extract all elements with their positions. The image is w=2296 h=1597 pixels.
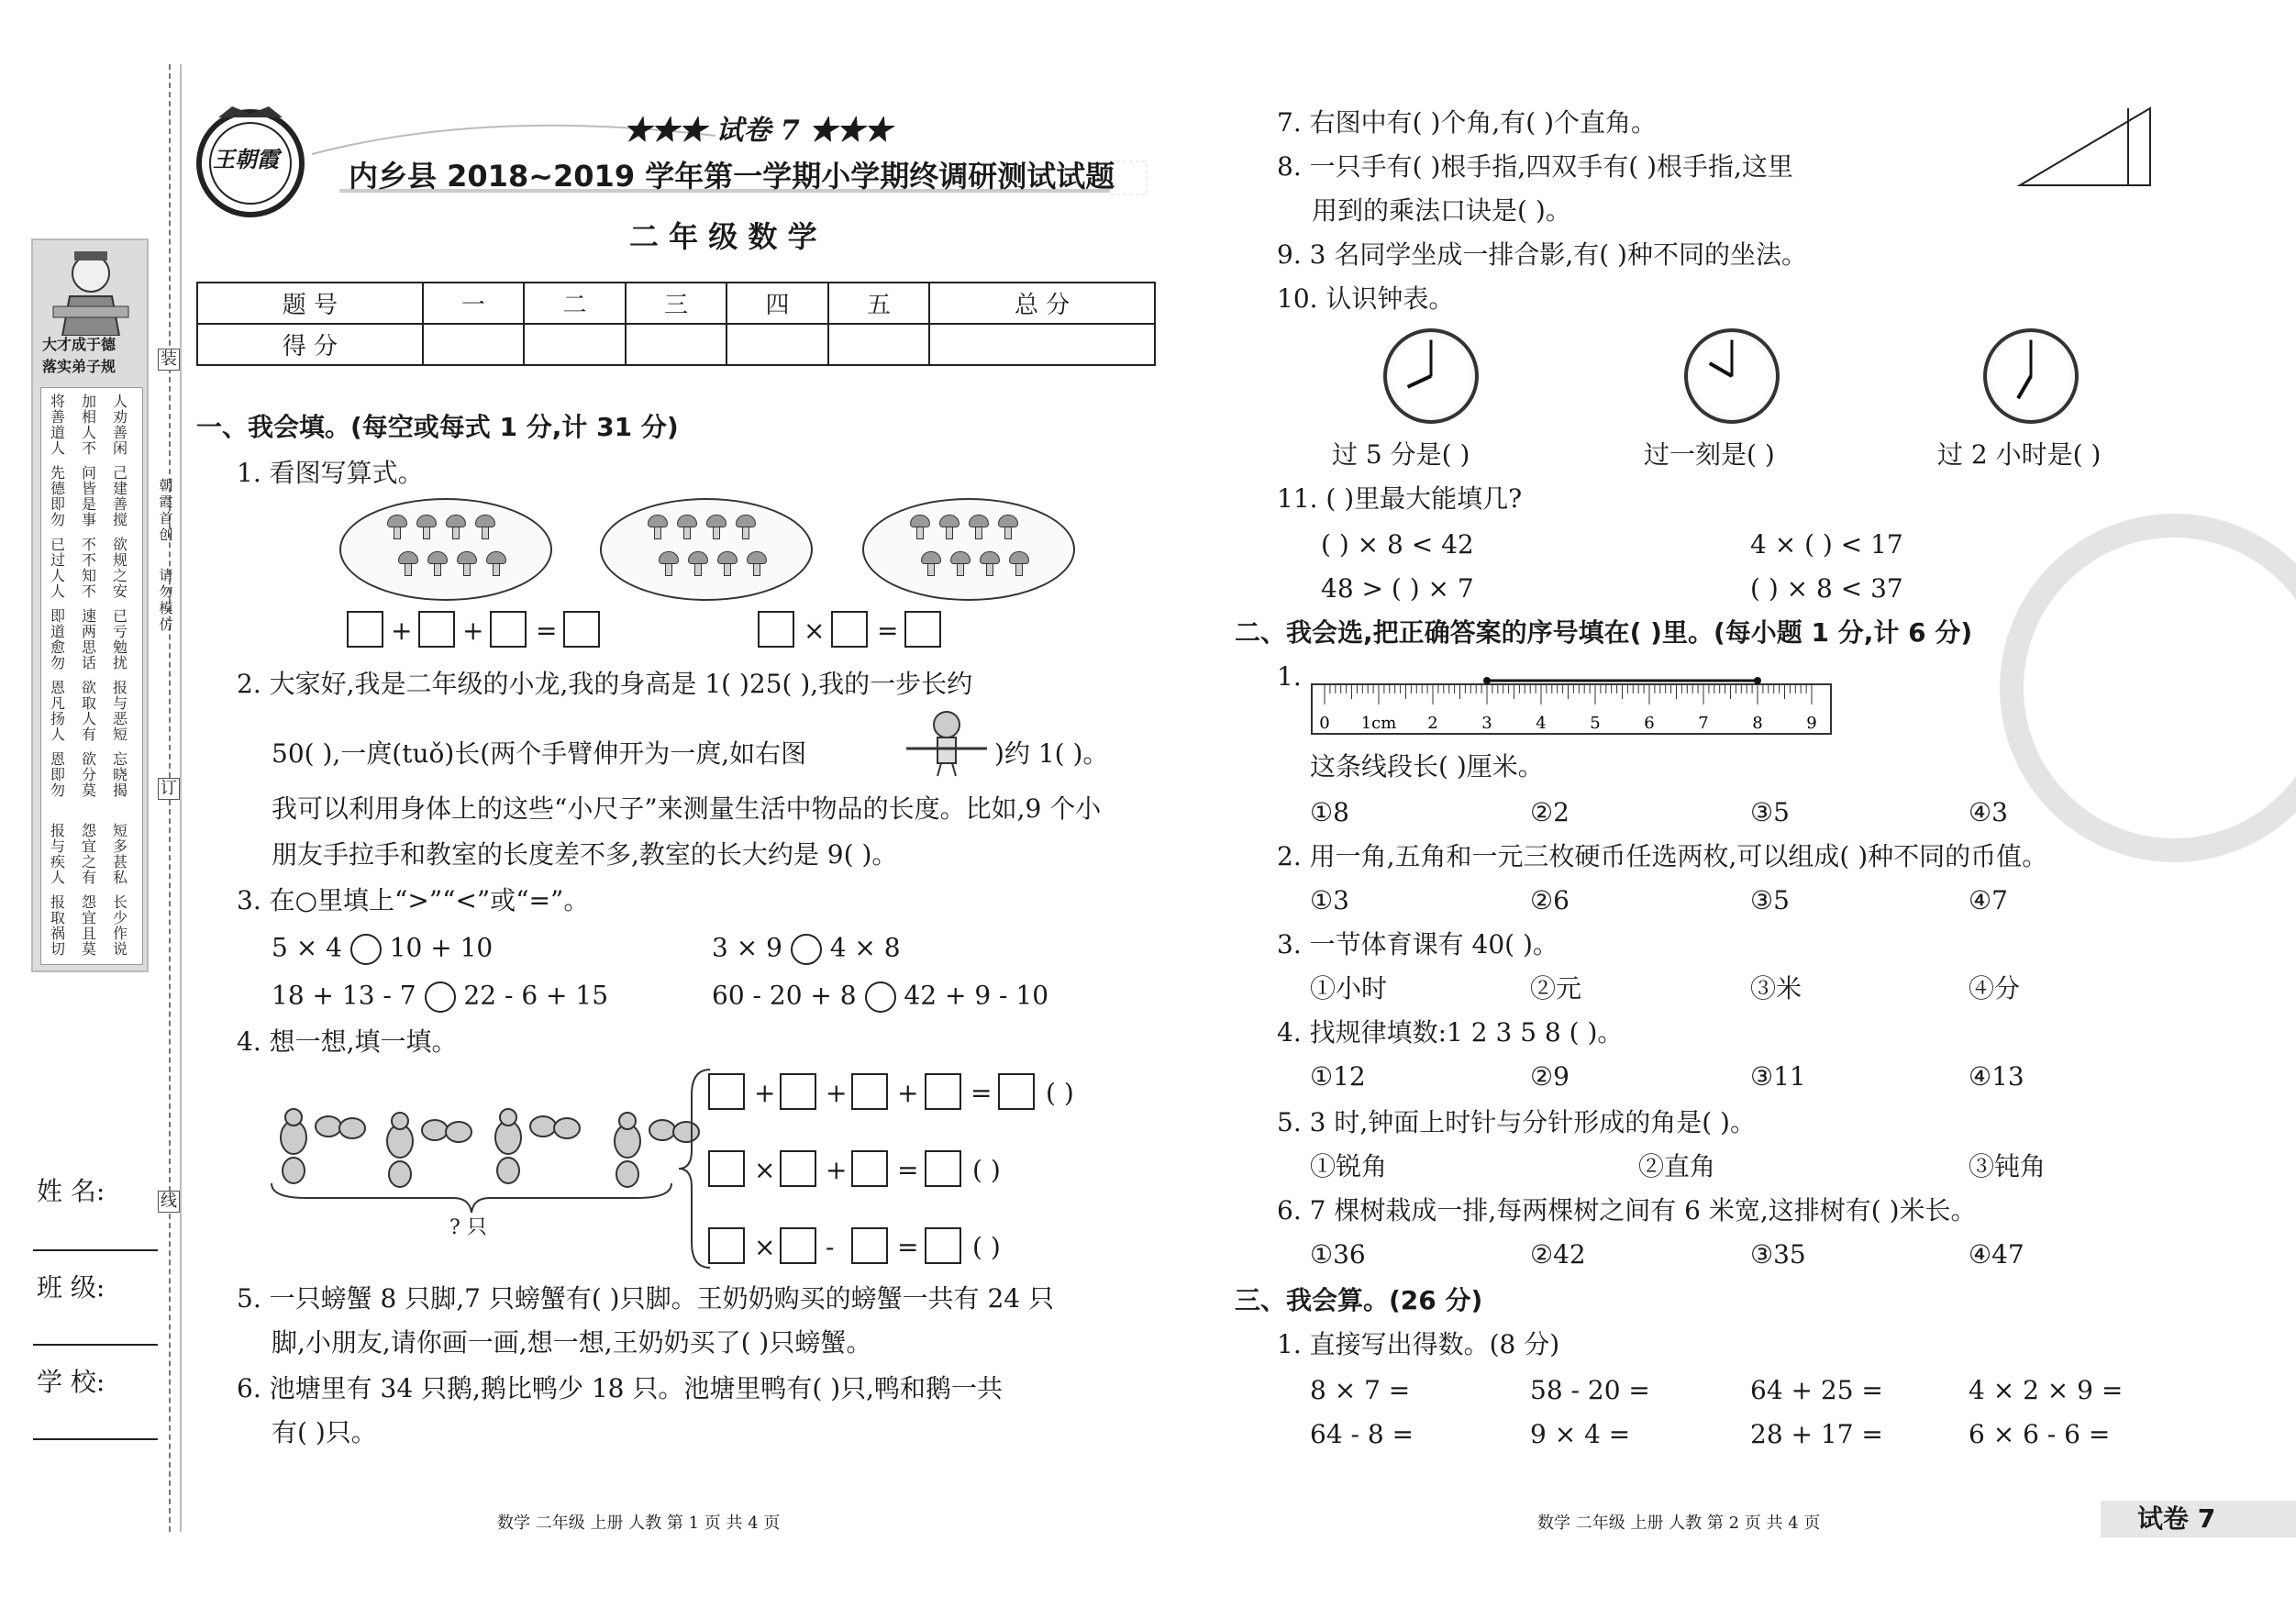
slogan-1: 大才成于德 [42, 336, 116, 353]
mushroom-icon [416, 515, 437, 540]
ruler-label: 0 [1319, 714, 1330, 733]
op-sign: + [826, 1155, 848, 1185]
answer-box[interactable] [851, 1227, 888, 1264]
score-header: 四 [727, 283, 828, 324]
score-cell[interactable] [423, 324, 525, 365]
s1-q6-line2: 有( )只。 [272, 1417, 377, 1447]
mushroom-icon [969, 515, 989, 540]
answer-box[interactable] [780, 1150, 816, 1187]
answer-box[interactable] [347, 611, 383, 648]
section2-heading: 二、我会选,把正确答案的序号填在( )里。(每小题 1 分,计 6 分) [1235, 617, 1973, 648]
op-sign: + [826, 1078, 848, 1108]
answer-box[interactable] [925, 1073, 961, 1110]
op-sign: = [897, 1232, 919, 1262]
ruler-label: 6 [1644, 714, 1655, 733]
calc-item: 6 × 6 - 6 = [1969, 1419, 2111, 1449]
score-cell[interactable] [929, 324, 1155, 365]
calc-item: 64 + 25 = [1750, 1375, 1883, 1405]
op-sign: = [877, 616, 899, 646]
field-class: 班 级: [37, 1272, 105, 1303]
underbrace [270, 1181, 673, 1214]
motto-column: 欲 规 之 安 [112, 536, 128, 600]
calc-item: 4 × 2 × 9 = [1969, 1375, 2124, 1405]
score-header: 题 号 [197, 283, 423, 324]
option[interactable]: ②6 [1530, 885, 1569, 915]
clock-label-2: 过一刻是( ) [1644, 439, 1775, 470]
mushroom-icon [950, 551, 971, 577]
motto-column: 问 皆 是 事 [81, 464, 96, 528]
op-sign: = [971, 1078, 993, 1108]
motto-sidebar [31, 238, 149, 972]
s2-q4: 4. 找规律填数:1 2 3 5 8 ( )。 [1277, 1017, 1624, 1048]
chick-icon [486, 1101, 587, 1188]
inequality-item: ( ) × 8 < 42 [1321, 529, 1474, 560]
motto-column: 已 亏 勉 扰 [112, 607, 128, 671]
mushroom-icon [1009, 551, 1029, 577]
unit-paren[interactable]: ( ) [972, 1155, 1001, 1185]
s1-q5-line1: 5. 一只螃蟹 8 只脚,7 只螃蟹有( )只脚。王奶奶购买的螃蟹一共有 24 只 [237, 1283, 1055, 1314]
ruler-label: 1cm [1360, 714, 1397, 733]
option[interactable]: ②元 [1530, 973, 1582, 1004]
section3-heading: 三、我会算。(26 分) [1235, 1285, 1483, 1315]
r-q11: 11. ( )里最大能填几? [1277, 483, 1523, 514]
mushroom-icon [998, 515, 1018, 540]
mushroom-icon [921, 551, 941, 577]
motto-column: 怨 宜 且 莫 [81, 893, 96, 958]
r-q8-line2: 用到的乘法口诀是( )。 [1312, 195, 1571, 226]
calc-item: 9 × 4 = [1530, 1419, 1631, 1449]
option[interactable]: ③11 [1750, 1061, 1806, 1092]
option[interactable]: ④分 [1969, 973, 2021, 1004]
option[interactable]: ①12 [1310, 1061, 1366, 1092]
calc-item: 8 × 7 = [1310, 1375, 1411, 1405]
score-header: 二 [524, 283, 626, 324]
mushroom-group-3 [862, 498, 1075, 601]
option[interactable]: ②2 [1530, 797, 1569, 827]
compare-circle[interactable] [791, 934, 822, 965]
ruler-label: 5 [1590, 714, 1601, 733]
score-header: 一 [423, 283, 525, 324]
mushroom-icon [677, 515, 697, 540]
compare-item: 18 + 13 - 7 22 - 6 + 15 [272, 981, 608, 1013]
score-table [196, 282, 1156, 366]
calc-item: 64 - 8 = [1310, 1419, 1414, 1449]
mushroom-icon [736, 515, 756, 540]
answer-box[interactable] [925, 1227, 961, 1264]
s2-q3: 3. 一节体育课有 40( )。 [1277, 929, 1558, 959]
s2-q5: 5. 3 时,钟面上时针与分针形成的角是( )。 [1277, 1107, 1756, 1137]
s3-q1: 1. 直接写出得数。(8 分) [1277, 1329, 1560, 1359]
motto-column: 忘 晓 揭 [112, 750, 128, 799]
s1-q2-line2b: )约 1( )。 [994, 738, 1109, 769]
score-header: 五 [828, 283, 930, 324]
footer-right: 数学 二年级 上册 人教 第 2 页 共 4 页 [1537, 1514, 1821, 1533]
s1-q2-line1: 2. 大家好,我是二年级的小龙,我的身高是 1( )25( ),我的一步长约 [237, 669, 973, 699]
mushroom-icon [939, 515, 959, 540]
chick-icon [272, 1101, 372, 1188]
op-sign: × [754, 1155, 776, 1185]
op-sign: + [462, 616, 484, 646]
mushroom-icon [427, 551, 448, 577]
motto-column: 怨 宜 之 有 [81, 822, 96, 886]
op-sign: - [826, 1232, 835, 1262]
s2-q2: 2. 用一角,五角和一元三枚硬币任选两枚,可以组成( )种不同的币值。 [1277, 841, 2048, 871]
op-sign: + [391, 616, 413, 646]
clock-label-3: 过 2 小时是( ) [1937, 439, 2102, 470]
inequality-item: 4 × ( ) < 17 [1750, 529, 1903, 560]
r-q9: 9. 3 名同学坐成一排合影,有( )种不同的坐法。 [1277, 239, 1807, 270]
option[interactable]: ④47 [1969, 1239, 2024, 1270]
op-sign: × [754, 1232, 776, 1262]
s2-q6: 6. 7 棵树栽成一排,每两棵树之间有 6 米宽,这排树有( )米长。 [1277, 1195, 1977, 1225]
watermark-seal [2000, 514, 2296, 862]
score-cell[interactable] [626, 324, 727, 365]
option[interactable]: ④7 [1969, 885, 2008, 915]
mushroom-icon [398, 551, 418, 577]
footer-badge: 试卷 7 [2137, 1503, 2216, 1534]
hour-hand [2016, 375, 2032, 399]
r-q7: 7. 右图中有( )个角,有( )个直角。 [1277, 107, 1658, 138]
mushroom-icon [475, 515, 495, 540]
s1-q2-line3: 我可以利用身体上的这些“小尺子”来测量生活中物品的长度。比如,9 个小 [272, 793, 1102, 824]
answer-box[interactable] [998, 1073, 1035, 1110]
motto-column: 短 多 甚 私 [112, 822, 128, 886]
answer-box[interactable] [758, 611, 794, 648]
mushroom-icon [446, 515, 466, 540]
ruler-label: 8 [1752, 714, 1763, 733]
s2-q1: 1. [1277, 661, 1302, 692]
clock-face-1 [1383, 328, 1479, 424]
motto-column: 加 相 人 不 [81, 393, 96, 457]
r-q8-line1: 8. 一只手有( )根手指,四双手有( )根手指,这里 [1277, 151, 1793, 182]
clock-label-1: 过 5 分是( ) [1332, 439, 1470, 470]
motto-column: 报 与 疾 人 [50, 822, 65, 886]
mushroom-group-1 [339, 498, 552, 601]
option[interactable]: ③5 [1750, 885, 1790, 915]
binding-line [180, 64, 182, 1532]
field-school-line[interactable] [33, 1438, 158, 1440]
answer-box[interactable] [418, 611, 455, 648]
option[interactable]: ②9 [1530, 1061, 1569, 1092]
compare-circle[interactable] [350, 934, 382, 965]
calc-item: 28 + 17 = [1750, 1419, 1883, 1449]
hour-hand [1407, 374, 1432, 388]
option[interactable]: ①小时 [1310, 973, 1388, 1004]
score-cell[interactable] [524, 324, 626, 365]
option[interactable]: ③35 [1750, 1239, 1806, 1270]
option[interactable]: ①8 [1310, 797, 1349, 827]
mushroom-group-2 [600, 498, 813, 601]
field-name-line[interactable] [33, 1249, 158, 1251]
ruler-label: 3 [1481, 714, 1492, 733]
s1-q4: 4. 想一想,填一填。 [237, 1026, 458, 1057]
ruler-label: 9 [1806, 714, 1817, 733]
clock-face-3 [1983, 328, 2079, 424]
ruler-label: 4 [1536, 714, 1547, 733]
option[interactable]: ②直角 [1638, 1151, 1716, 1181]
mushroom-icon [486, 551, 506, 577]
option[interactable]: ①36 [1310, 1239, 1366, 1270]
mushroom-icon [659, 551, 679, 577]
s1-q2-line4: 朋友手拉手和教室的长度差不多,教室的长大约是 9( )。 [272, 839, 898, 870]
inequality-item: 48 > ( ) × 7 [1321, 573, 1474, 604]
mushroom-icon [688, 551, 708, 577]
motto-column: 先 德 即 勿 [50, 464, 65, 528]
page-subject: 二 年 级 数 学 [629, 219, 817, 254]
ruler-label: 7 [1698, 714, 1709, 733]
option[interactable]: ③钝角 [1969, 1151, 2046, 1181]
ruler-label: 2 [1427, 714, 1438, 733]
answer-box[interactable] [563, 611, 600, 648]
option[interactable]: ①3 [1310, 885, 1349, 915]
answer-box[interactable] [780, 1227, 816, 1264]
clock-face-2 [1684, 328, 1780, 424]
answer-box[interactable] [490, 611, 527, 648]
footer-left: 数学 二年级 上册 人教 第 1 页 共 4 页 [497, 1514, 781, 1533]
brand-name: 王朝霞 [213, 146, 279, 172]
answer-box[interactable] [925, 1150, 961, 1187]
mushroom-icon [457, 551, 477, 577]
segment-endpoint [1483, 677, 1491, 684]
inequality-item: ( ) × 8 < 37 [1750, 573, 1903, 604]
ruler [1310, 677, 1835, 738]
mushroom-icon [648, 515, 668, 540]
option[interactable]: ②42 [1530, 1239, 1586, 1270]
s1-q6-line1: 6. 池塘里有 34 只鹅,鹅比鸭少 18 只。池塘里鸭有( )只,鸭和鹅一共 [237, 1373, 1004, 1403]
motto-column: 长 少 作 说 [112, 893, 128, 958]
binding-mark-2: 订 [158, 778, 180, 800]
s1-q2-line2a: 50( ),一庹(tuǒ)长(两个手臂伸开为一庹,如右图 [272, 738, 807, 769]
motto-column: 即 道 愈 勿 [50, 607, 65, 671]
option[interactable]: ①锐角 [1310, 1151, 1388, 1181]
s2-q1-text: 这条线段长( )厘米。 [1310, 751, 1544, 782]
compare-circle[interactable] [865, 981, 896, 1013]
binding-mark-3: 线 [158, 1191, 180, 1213]
hour-hand [1709, 361, 1733, 377]
score-header: 三 [626, 283, 727, 324]
option[interactable]: ④3 [1969, 797, 2008, 827]
minute-hand [1430, 340, 1433, 377]
binding-note: 朝 霞 首 创 请 勿 模 仿 [159, 477, 173, 633]
page-title: 内乡县 2018~2019 学年第一学期小学期终调研测试试题 [349, 159, 1115, 194]
motto-column: 人 劝 善 闲 [112, 393, 128, 457]
mushroom-icon [910, 515, 930, 540]
answer-box[interactable] [831, 611, 868, 648]
answer-box[interactable] [904, 611, 941, 648]
minute-hand [2030, 340, 2033, 377]
answer-box[interactable] [851, 1150, 888, 1187]
motto-column: 己 建 善 搅 [112, 464, 128, 528]
triangle-figure [2014, 103, 2156, 191]
answer-box[interactable] [708, 1073, 745, 1110]
field-name: 姓 名: [37, 1176, 105, 1206]
minute-hand [1731, 340, 1734, 377]
op-sign: = [897, 1155, 919, 1185]
motto-column: 欲 取 人 有 [81, 679, 96, 743]
answer-box[interactable] [708, 1227, 745, 1264]
motto-column: 不 不 知 不 [81, 536, 96, 600]
binding-mark-1: 装 [158, 349, 180, 371]
mushroom-icon [387, 515, 407, 540]
motto-column: 速 两 思 话 [81, 607, 96, 671]
motto-column: 欲 分 莫 [81, 750, 96, 799]
field-class-line[interactable] [33, 1344, 158, 1346]
op-sign: + [754, 1078, 776, 1108]
mushroom-icon [747, 551, 767, 577]
answer-box[interactable] [708, 1150, 745, 1187]
field-school: 学 校: [37, 1367, 105, 1397]
motto-grid [40, 387, 143, 965]
mushroom-icon [980, 551, 1000, 577]
motto-column: 报 与 恶 短 [112, 679, 128, 743]
scholar-figure [51, 246, 130, 336]
op-sign: + [897, 1078, 919, 1108]
series-label: ★★★ 试卷 7 ★★★ [624, 115, 893, 147]
compare-item: 5 × 4 10 + 10 [272, 934, 493, 965]
motto-column: 恩 即 勿 [50, 750, 65, 799]
score-cell[interactable] [828, 324, 930, 365]
option[interactable]: ④13 [1969, 1061, 2024, 1092]
score-row-label: 得 分 [197, 324, 423, 365]
unit-paren[interactable]: ( ) [1046, 1078, 1074, 1108]
op-sign: × [804, 616, 826, 646]
motto-column: 已 过 人 人 [50, 536, 65, 600]
option[interactable]: ③米 [1750, 973, 1802, 1004]
mushroom-icon [706, 515, 727, 540]
compare-circle[interactable] [425, 981, 456, 1013]
compare-item: 60 - 20 + 8 42 + 9 - 10 [712, 981, 1048, 1013]
motto-column: 恩 凡 扬 人 [50, 679, 65, 743]
op-sign: = [536, 616, 558, 646]
s1-q1: 1. 看图写算式。 [237, 458, 424, 488]
slogan-2: 落实弟子规 [42, 358, 116, 375]
s1-q3: 3. 在○里填上“>”“<”或“=”。 [237, 885, 590, 915]
compare-item: 3 × 9 4 × 8 [712, 934, 901, 965]
score-header: 总 分 [929, 283, 1155, 324]
brace-label: ? 只 [449, 1216, 487, 1239]
arm-span-figure [903, 708, 991, 778]
motto-column: 报 取 祸 切 [50, 893, 65, 958]
r-q10: 10. 认识钟表。 [1277, 283, 1455, 314]
answer-box[interactable] [780, 1073, 816, 1110]
segment-endpoint [1754, 677, 1761, 684]
score-cell[interactable] [727, 324, 828, 365]
unit-paren[interactable]: ( ) [972, 1232, 1001, 1262]
motto-column: 将 善 道 人 [50, 393, 65, 457]
answer-box[interactable] [851, 1073, 888, 1110]
section1-heading: 一、我会填。(每空或每式 1 分,计 31 分) [196, 412, 679, 442]
calc-item: 58 - 20 = [1530, 1375, 1650, 1405]
chick-icon [378, 1104, 479, 1192]
s1-q5-line2: 脚,小朋友,请你画一画,想一想,王奶奶买了( )只螃蟹。 [272, 1327, 872, 1358]
mushroom-icon [717, 551, 738, 577]
option[interactable]: ③5 [1750, 797, 1790, 827]
